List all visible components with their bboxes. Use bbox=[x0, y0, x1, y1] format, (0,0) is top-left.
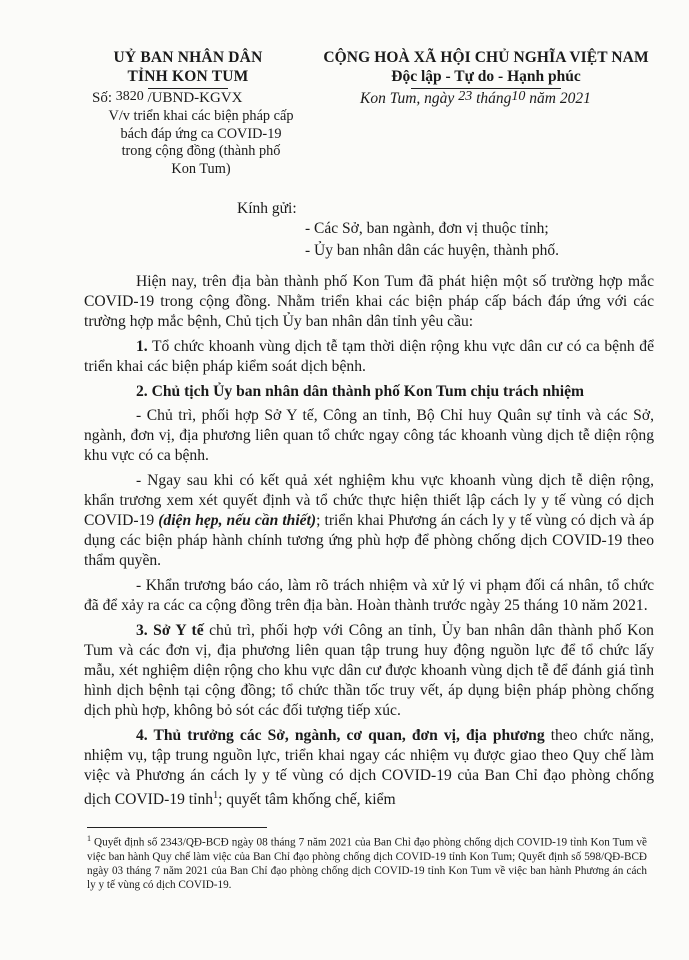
item-2-b bbox=[84, 471, 654, 571]
item-2-heading bbox=[84, 382, 654, 402]
motto-underline bbox=[411, 88, 561, 89]
item-3-text: chủ trì, phối hợp với Công an tỉnh, Ủy ban nhân dân thành phố Kon Tum và các đơn vị, địa phương liên quan tập trung huy động nguồn lực để tổ chức lấy mẫu, xét nghiệm diện rộng cho khu vực dân cư được khoanh vùng dịch tễ để đánh giá tình hình dịch bệnh tại cộng đồng; tổ chức thần tốc truy vết, áp dụng biện pháp phòng chống dịch phù hợp, không bỏ sót các đối tượng tiếp xúc. bbox=[84, 622, 654, 719]
number-prefix: Số: bbox=[92, 90, 113, 106]
year-label: năm bbox=[529, 90, 556, 107]
item-4-tail: ; quyết tâm khống chế, kiểm bbox=[218, 791, 396, 809]
subject-line: Kon Tum) bbox=[171, 160, 231, 177]
issuing-authority bbox=[88, 48, 288, 89]
document-number bbox=[92, 90, 243, 107]
org-name-line1: UỶ BAN NHÂN DÂN bbox=[113, 49, 263, 66]
number-suffix: /UBND-KGVX bbox=[147, 90, 243, 106]
place-prefix: Kon Tum, ngày bbox=[360, 90, 455, 107]
subject-line: trong cộng đồng (thành phố bbox=[121, 143, 281, 159]
subject-line: V/v triển khai các biện pháp cấp bbox=[108, 108, 294, 124]
item-2-b-italic: (diện hẹp, nếu cần thiết) bbox=[158, 512, 317, 529]
item-2-b-text: - Ngay sau khi có kết quả xét nghiệm khu vực khoanh vùng dịch tễ diện rộng, khẩn trương xem xét quyết định và tổ chức thực hiện thiết lập cách ly y tế vùng có dịch COVID-19 bbox=[84, 472, 654, 529]
item-2-b-tail: ; triển khai Phương án cách ly y tế vùng có dịch và áp dụng các biện pháp hành chính tương ứng phù hợp để phòng chống dịch COVID-19 theo thẩm quyền. bbox=[84, 512, 654, 569]
item-4 bbox=[84, 726, 654, 810]
date-day: 23 bbox=[458, 89, 473, 104]
place-and-date bbox=[360, 90, 591, 108]
item-1-text: Tổ chức khoanh vùng dịch tễ tạm thời diện rộng khu vực dân cư có ca bệnh để triển khai các biện pháp kiểm soát dịch bệnh. bbox=[84, 338, 654, 375]
item-2-c: - Khẩn trương báo cáo, làm rõ trách nhiệm và xử lý vi phạm đối cá nhân, tổ chức đã để xảy ra các ca cộng đồng trên địa bàn. Hoàn thành trước ngày 25 tháng 10 năm 2021. bbox=[84, 577, 654, 614]
letter-body bbox=[84, 272, 654, 815]
footnote-marker: 1 bbox=[87, 834, 91, 843]
intro-paragraph: Hiện nay, trên địa bàn thành phố Kon Tum đã phát hiện một số trường hợp mắc COVID-19 trong cộng đồng. Nhằm triển khai các biện pháp cấp bách đáp ứng với các trường hợp mắc bệnh, Chủ tịch Ủy ban nhân dân tỉnh yêu cầu: bbox=[84, 273, 654, 330]
recipient-item: - Các Sở, ban ngành, đơn vị thuộc tỉnh; bbox=[305, 220, 549, 237]
item-4-lead: 4. Thủ trưởng các Sở, ngành, cơ quan, đơn vị, địa phương bbox=[136, 727, 545, 744]
org-underline bbox=[148, 88, 228, 89]
item-1-number: 1. bbox=[136, 338, 148, 355]
recipients-list bbox=[305, 218, 559, 262]
recipient-item: - Ủy ban nhân dân các huyện, thành phố. bbox=[305, 242, 559, 259]
item-2-heading-text: 2. Chủ tịch Ủy ban nhân dân thành phố Kon Tum chịu trách nhiệm bbox=[136, 383, 585, 400]
document-subject bbox=[108, 108, 294, 178]
date-year: 2021 bbox=[559, 90, 591, 107]
footnote bbox=[87, 832, 647, 892]
recipients-label: Kính gửi: bbox=[237, 200, 297, 217]
footnote-reference: 1 bbox=[213, 790, 219, 801]
item-3 bbox=[84, 621, 654, 721]
org-name-line2: TỈNH KON TUM bbox=[127, 68, 249, 85]
nation-name: CỘNG HOÀ XÃ HỘI CHỦ NGHĨA VIỆT NAM bbox=[323, 49, 649, 66]
item-4-text: theo chức năng, nhiệm vụ, tập trung nguồn lực, triển khai ngay các nhiệm vụ được giao theo Quy chế làm việc và Phương án cách ly y tế vùng có dịch COVID-19 của Ban Chỉ đạo phòng chống dịch COVID-19 tỉnh bbox=[84, 727, 654, 809]
footnote-separator bbox=[87, 827, 267, 828]
month-label: tháng bbox=[476, 90, 512, 107]
item-3-lead: 3. Sở Y tế bbox=[136, 622, 204, 639]
date-month: 10 bbox=[511, 89, 526, 104]
item-2-a: - Chủ trì, phối hợp Sở Y tế, Công an tỉnh, Bộ Chỉ huy Quân sự tỉnh và các Sở, ngành, đơn vị, địa phương liên quan tổ chức ngay công tác khoanh vùng dịch tễ diện rộng khu vực có ca bệnh. bbox=[84, 407, 654, 464]
national-header bbox=[296, 48, 676, 89]
subject-line: bách đáp ứng ca COVID-19 bbox=[120, 125, 282, 142]
number-value: 3820 bbox=[115, 89, 144, 104]
item-1 bbox=[84, 337, 654, 377]
national-motto: Độc lập - Tự do - Hạnh phúc bbox=[391, 68, 581, 85]
footnote-text: Quyết định số 2343/QĐ-BCĐ ngày 08 tháng 7 năm 2021 của Ban Chỉ đạo phòng chống dịch COVID-19 tỉnh Kon Tum về việc ban hành Quy chế làm việc của Ban Chỉ đạo phòng chống dịch COVID-19 tỉnh Kon Tum; Quyết định số 598/QĐ-BCĐ ngày 03 tháng 7 năm 2021 của Ban Chỉ đạo phòng chống dịch COVID-19 tỉnh Kon Tum về việc ban hành Phương án cách ly y tế vùng có dịch COVID-19. bbox=[87, 836, 647, 891]
